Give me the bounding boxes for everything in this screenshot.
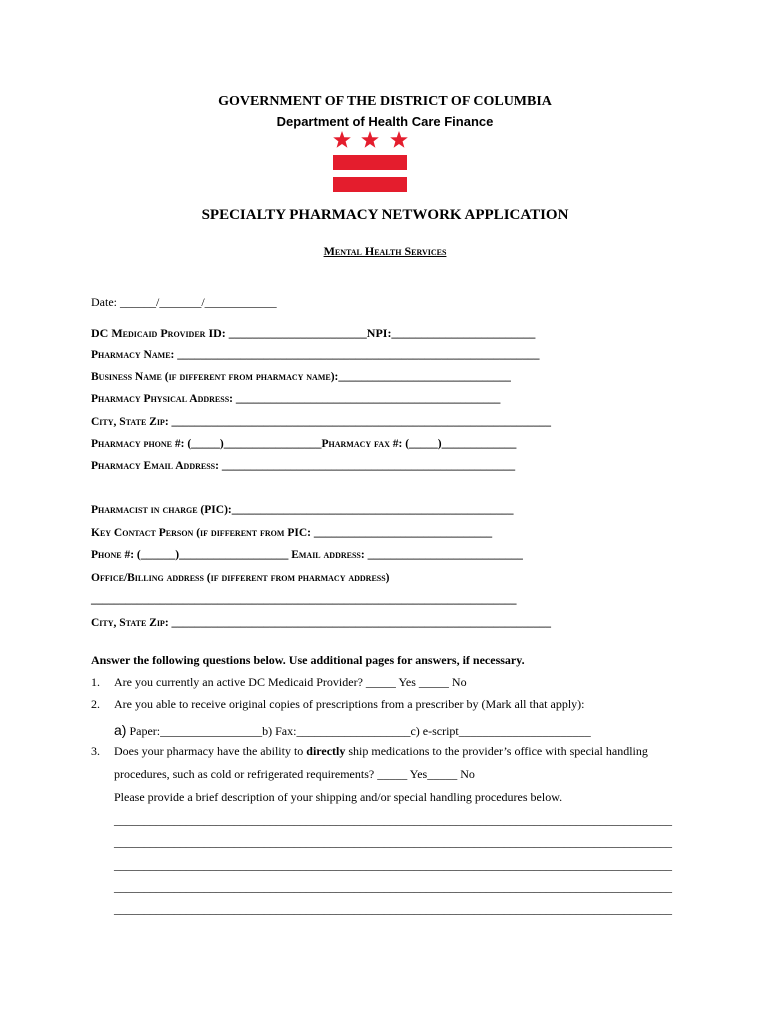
dc-flag-logo (333, 130, 409, 194)
flag-star-1 (333, 131, 351, 148)
flag-star-3 (390, 131, 408, 148)
option-a-label: a) (114, 722, 127, 738)
form-title: SPECIALTY PHARMACY NETWORK APPLICATION (201, 207, 569, 223)
physical-address-field[interactable]: Pharmacy Physical Address: ______________________________________________ (91, 393, 501, 405)
answer-line-5[interactable]: _____________________________________________________________________________________________ (114, 902, 672, 916)
answer-line-2[interactable]: _____________________________________________________________________________________________ (114, 835, 672, 849)
medicaid-id-field[interactable]: DC Medicaid Provider ID: _______________________NPI:________________________ (91, 326, 536, 340)
pic-field[interactable]: Pharmacist in charge (PIC):_________________________________________________ (91, 504, 514, 516)
question-number: 2. (91, 697, 100, 711)
city-state-zip-field-2[interactable]: City, State Zip: __________________________________________________________________ (91, 617, 552, 629)
phone-email-field[interactable]: Phone #: (______)___________________ Email address: ___________________________ (91, 549, 523, 561)
flag-bar-2 (333, 177, 407, 192)
question-2-options[interactable] (114, 722, 591, 739)
key-contact-field[interactable]: Key Contact Person (if different from PIC: _______________________________ (91, 527, 493, 539)
form-subtitle: Mental Health Services (323, 244, 447, 258)
answer-line-3[interactable]: _____________________________________________________________________________________________ (114, 858, 672, 872)
business-name-field[interactable]: Business Name (if different from pharmacy name):______________________________ (91, 371, 511, 383)
city-state-zip-field[interactable]: City, State Zip: __________________________________________________________________ (91, 416, 552, 428)
phone-fax-field[interactable]: Pharmacy phone #: (_____)_________________Pharmacy fax #: (_____)_____________ (91, 438, 517, 450)
flag-star-2 (361, 131, 379, 148)
question-1-text: Are you currently an active DC Medicaid Provider? _____ Yes _____ No (114, 675, 467, 689)
flag-bar-1 (333, 155, 407, 170)
question-3-description-prompt: Please provide a brief description of your shipping and/or special handling procedures below. (114, 790, 563, 804)
question-3-text-continued[interactable]: procedures, such as cold or refrigerated requirements? _____ Yes_____ No (114, 767, 475, 781)
date-field[interactable]: Date: ______/_______/____________ (91, 295, 277, 309)
question-2-text: Are you able to receive original copies of prescriptions from a prescriber by (Mark all that apply): (114, 697, 585, 711)
office-billing-field[interactable]: __________________________________________________________________________ (91, 594, 517, 606)
option-text: Paper:_________________b) Fax:___________________c) e-script______________________ (126, 724, 591, 738)
government-heading: GOVERNMENT OF THE DISTRICT OF COLUMBIA (218, 94, 552, 109)
email-field[interactable]: Pharmacy Email Address: ___________________________________________________ (91, 460, 516, 472)
answer-line-1[interactable]: _____________________________________________________________________________________________ (114, 813, 672, 827)
question-number: 3. (91, 744, 100, 758)
question-3-text: Does your pharmacy have the ability to directly ship medications to the provider’s office with special handling (114, 744, 648, 758)
question-number: 1. (91, 675, 100, 689)
pharmacy-name-field[interactable]: Pharmacy Name: _______________________________________________________________ (91, 349, 540, 361)
office-billing-label: Office/Billing address (if different from pharmacy address) (91, 572, 390, 584)
instructions-text: Answer the following questions below. Use additional pages for answers, if necessary. (91, 653, 525, 667)
answer-line-4[interactable]: _____________________________________________________________________________________________ (114, 880, 672, 894)
department-heading: Department of Health Care Finance (276, 114, 494, 129)
